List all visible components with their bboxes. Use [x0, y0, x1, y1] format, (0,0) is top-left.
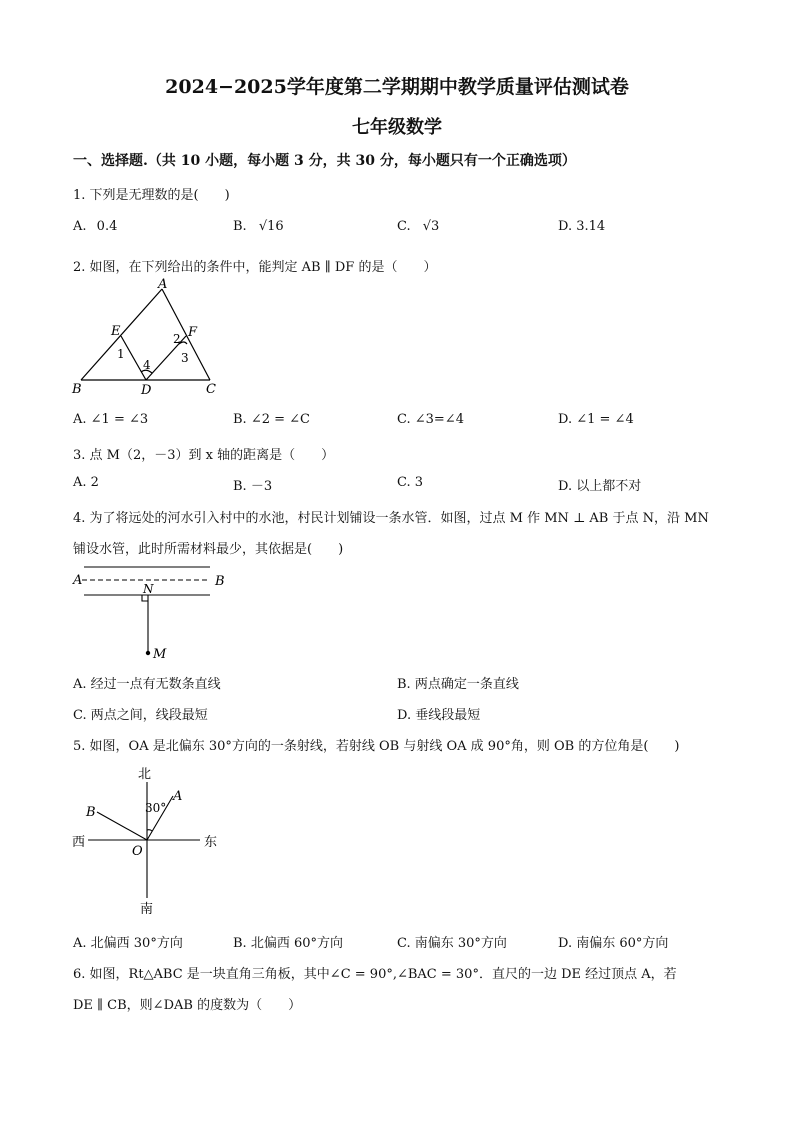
- q3-stem: 3. 点 M（2，－3）到 x 轴的距离是（ ）: [73, 448, 335, 463]
- q1-option-a-label: A.: [73, 219, 87, 234]
- q2-label-b: B: [72, 382, 82, 397]
- q5-option-d: D. 南偏东 60°方向: [558, 936, 669, 951]
- q1-option-d: D. 3.14: [558, 219, 606, 234]
- q2-option-b: B. ∠2 = ∠C: [233, 412, 310, 427]
- q1-option-a-expr: 0.4̇: [96, 219, 118, 234]
- q2-label-c: C: [206, 382, 216, 397]
- q2-option-c: C. ∠3=∠4: [397, 412, 464, 427]
- q1-option-b: [233, 219, 284, 234]
- exam-title: 2024−2025学年度第二学期期中教学质量评估测试卷: [165, 76, 629, 98]
- q5-option-a: A. 北偏西 30°方向: [73, 936, 183, 951]
- q1-option-b-label: B.: [233, 219, 247, 234]
- q5-option-b: B. 北偏西 60°方向: [233, 936, 343, 951]
- q4-label-a: A: [73, 573, 83, 588]
- q5-label-a: A: [173, 789, 183, 804]
- q1-option-c: [397, 219, 439, 234]
- q2-label-d: D: [141, 383, 152, 398]
- q5-angle-label: 30°: [145, 801, 167, 815]
- q1-option-a: [73, 219, 117, 234]
- q2-stem: 2. 如图，在下列给出的条件中，能判定 AB ∥ DF 的是（ ）: [73, 260, 437, 275]
- q4-label-n: N: [143, 582, 154, 596]
- q2-angle-1: 1: [117, 347, 125, 361]
- q4-option-b: B. 两点确定一条直线: [397, 677, 519, 692]
- q2-angle-3: 3: [181, 351, 189, 365]
- q4-label-b: B: [215, 574, 225, 589]
- q6-stem-line2: DE ∥ CB，则∠DAB 的度数为（ ）: [73, 998, 302, 1013]
- exam-subtitle: 七年级数学: [352, 117, 442, 138]
- q1-stem: 1. 下列是无理数的是( ): [73, 188, 230, 203]
- q4-stem-line1: 4. 为了将远处的河水引入村中的水池，村民计划铺设一条水管．如图，过点 M 作 MN ⊥ AB 于点 N，沿 MN: [73, 511, 709, 526]
- q2-angle-4: 4: [143, 358, 151, 372]
- q4-option-d: D. 垂线段最短: [397, 708, 481, 723]
- section-heading: 一、选择题.（共 10 小题，每小题 3 分，共 30 分，每小题只有一个正确选项）: [73, 153, 576, 169]
- q5-label-south: 南: [140, 902, 154, 917]
- q4-option-a: A. 经过一点有无数条直线: [73, 677, 221, 692]
- q4-stem-line2: 铺设水管，此时所需材料最少，其依据是( ): [73, 542, 344, 557]
- q2-angle-2: 2: [173, 332, 181, 346]
- q5-compass-figure: [70, 760, 230, 920]
- q2-label-a: A: [158, 277, 168, 292]
- q5-option-c: C. 南偏东 30°方向: [397, 936, 507, 951]
- q2-label-f: F: [188, 325, 198, 340]
- q1-option-b-expr: √16: [258, 219, 284, 234]
- q2-triangle-figure: [70, 277, 230, 402]
- q4-river-figure: [70, 562, 230, 664]
- q3-option-c: C. 3: [397, 475, 424, 490]
- q5-label-north: 北: [138, 767, 152, 782]
- q1-option-c-label: C.: [397, 219, 411, 234]
- q5-label-b: B: [86, 805, 96, 820]
- q3-option-d: D. 以上都不对: [558, 479, 642, 494]
- q5-label-east: 东: [204, 835, 218, 850]
- q5-label-o: O: [132, 844, 143, 859]
- q3-option-b: B. －3: [233, 479, 273, 494]
- q4-label-m: M: [153, 647, 167, 662]
- q5-label-west: 西: [72, 835, 86, 850]
- q2-option-d: D. ∠1 = ∠4: [558, 412, 634, 427]
- q2-label-e: E: [111, 324, 121, 339]
- q4-option-c: C. 两点之间，线段最短: [73, 708, 208, 723]
- q1-option-c-expr: √3: [422, 219, 440, 234]
- q6-stem-line1: 6. 如图，Rt△ABC 是一块直角三角板，其中∠C = 90°,∠BAC = 30°．直尺的一边 DE 经过顶点 A，若: [73, 967, 677, 982]
- q5-stem: 5. 如图，OA 是北偏东 30°方向的一条射线，若射线 OB 与射线 OA 成 90°角，则 OB 的方位角是( ): [73, 739, 680, 754]
- q2-option-a: A. ∠1 = ∠3: [73, 412, 149, 427]
- q3-option-a: A. 2: [73, 475, 99, 490]
